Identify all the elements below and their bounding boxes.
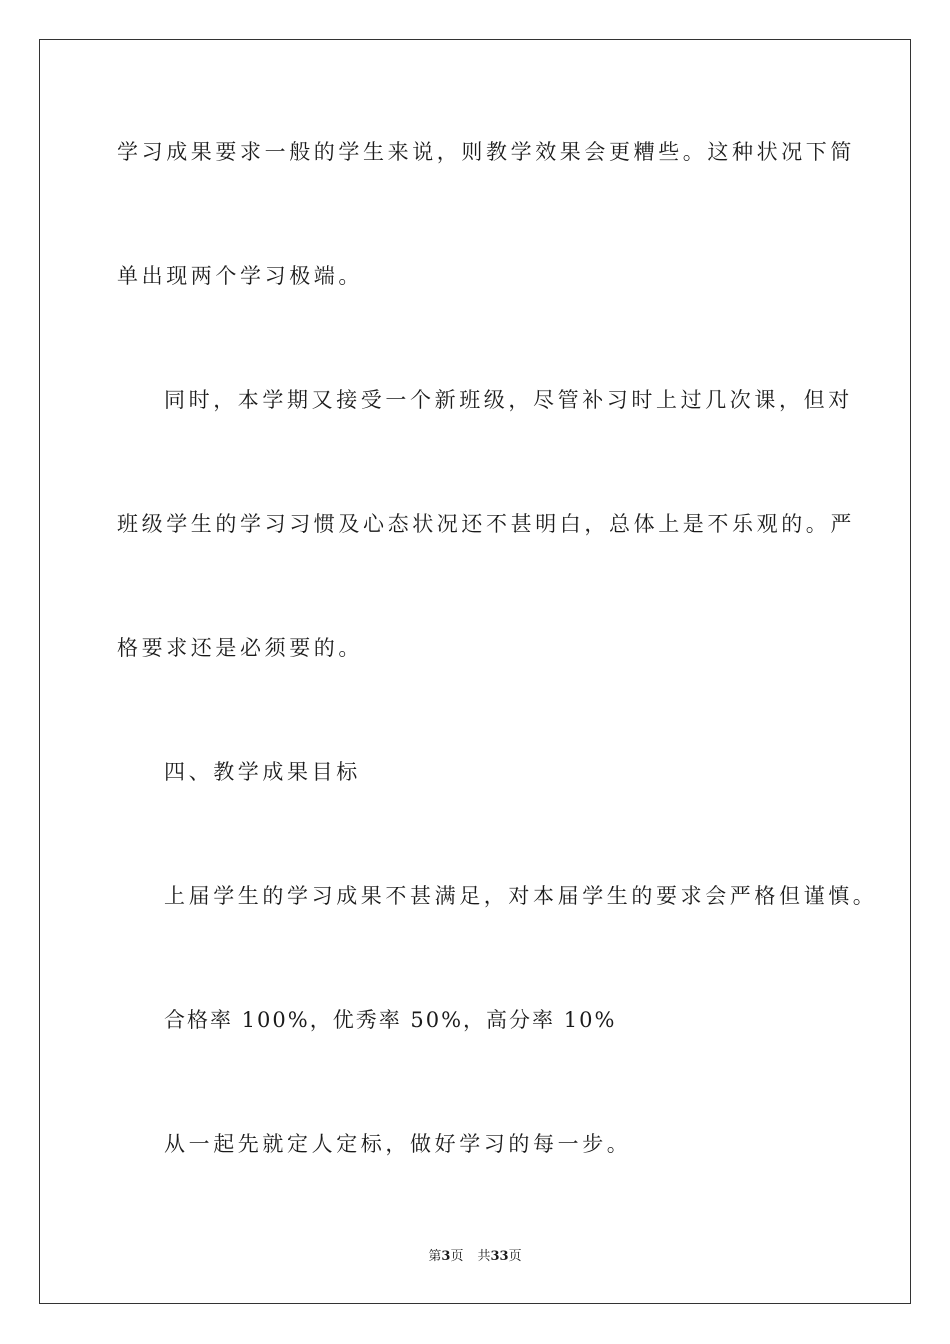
body-text-line: 学习成果要求一般的学生来说，则教学效果会更糟些。这种状况下简 [117,140,855,164]
page-footer [0,1248,950,1266]
body-text-line: 班级学生的学习习惯及心态状况还不甚明白，总体上是不乐观的。严 [117,512,855,536]
total-pages: 33 [490,1249,509,1264]
body-text-line: 单出现两个学习极端。 [117,264,363,288]
body-text-line: 上届学生的学习成果不甚满足，对本届学生的要求会严格但谨慎。 [164,884,878,908]
page-suffix: 页 [450,1249,464,1264]
body-text-line: 从一起先就定人定标，做好学习的每一步。 [164,1132,632,1156]
body-text-line: 合格率 100%，优秀率 50%，高分率 10% [164,1008,617,1032]
page-border [39,39,911,1304]
total-suffix: 页 [508,1249,522,1264]
total-prefix: 共 [477,1249,491,1264]
body-text-line: 同时，本学期又接受一个新班级，尽管补习时上过几次课，但对 [164,388,853,412]
section-heading: 四、教学成果目标 [164,760,361,784]
page-number: 3 [441,1249,451,1264]
page-prefix: 第 [428,1249,442,1264]
body-text-line: 格要求还是必须要的。 [117,636,363,660]
